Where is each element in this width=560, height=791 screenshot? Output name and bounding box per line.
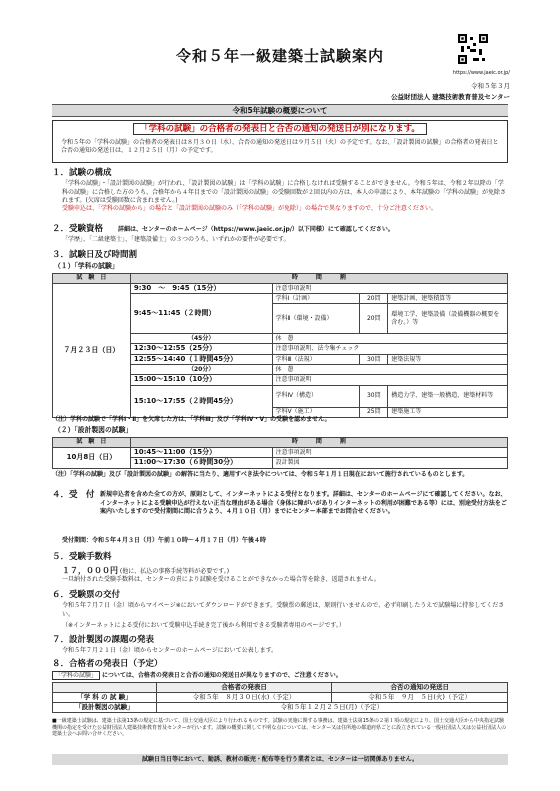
section-1-warning: 受験申込は、「学科の試験から」の場合と「設計製図の試験のみ（「学科の試験」が免除）」の場合で異なりますので、十分ご注意ください。	[62, 205, 437, 212]
gakka-timetable: 試 験 日 時 間 割 ７月２３日（日） 9:30 ～ 9:45（15分） 注意事項説明 9:45～11:45（２時間） 学科Ⅰ（計画） 20問 建築計画、建築積算等 学科Ⅱ（環境・設備） 20問 環境工学、建築設備（設備機器の概要を含む。）等 （45分） 休 憩 12:30～12:55（25分） 注意事項説明、法令集チェック 12:55～14:40（１時間45分） 学科Ⅲ（法規） 30問 建築法規等 （20分） 休 憩 15:00～15:10（10分） 注意事項説明 15:10～17:55（２時間45分） 学科Ⅳ（構造） 30問 構造力学、建築一般構造、建築材料等 学科Ⅴ（施工） 25問 建築施工等	[52, 273, 508, 418]
section-1-text: 「学科の試験」・「設計製図の試験」が行われ、「設計製図の試験」は「学科の試験」に合格しなければ受験することができません。令和５年は、令和２年以降の「学科の試験」に合格した方のうち、合格年から４年目までの「設計製図の試験」の受験回数が２回以内の方は、本人の申請により、本年試験の「学科の試験」が免除されます。(欠席は受験回数に含まれません。)	[62, 180, 507, 205]
section-1-title: １．試験の構成	[52, 168, 112, 178]
section-2-title: ２．受験資格	[52, 224, 104, 234]
col-publish: 合格者の発表日	[156, 683, 332, 693]
col-exam-day: 試 験 日	[53, 274, 131, 284]
section-4-title: ４．受 付	[52, 490, 95, 500]
page-title: 令和５年一級建築士試験案内	[175, 47, 384, 65]
qr-code-icon	[458, 34, 488, 64]
overview-heading: 令和5年試験の概要について	[52, 104, 508, 117]
section-5-title: ５．受験手数料	[52, 552, 112, 562]
table-row: 11:00～17:30（６時間30分）	[130, 458, 272, 468]
table-row: 12:30～12:55（25分）	[130, 344, 272, 354]
notice-box	[52, 120, 508, 163]
table-row: 12:55～14:40（１時間45分）	[130, 354, 272, 364]
section-8-title: ８．合格者の発表日（予定）	[52, 659, 163, 669]
section-3-title: ３．試験日及び時間割	[52, 250, 138, 260]
fee-note: (他に、払込の事務手続等料が必要です。)	[119, 568, 230, 575]
section-8-text: については、合格者の発表日と合否の通知の発送日が異なりますので、ご注意ください。	[101, 672, 342, 679]
section-7-text: 令和５年７月２１日（金）頃からセンターのホームページにおいて公表します。	[62, 647, 278, 654]
note-2: （注）「学科の試験」及び「設計製図の試験」の解答に当たり、適用すべき法令については、令和５年１月１日現在において施行されているものとします。	[52, 471, 469, 478]
notice-heading: 「学科の試験」の合格者の発表日と合否の通知の発送日が別になります。	[133, 123, 427, 135]
section-2-text: 詳細は、センターのホームページ（https://www.jaeic.or.jp/）以下同様）にて確認してください。	[118, 226, 394, 233]
table-row: 15:10～17:55（２時間45分）	[130, 385, 272, 417]
table-row: （45分）	[130, 334, 272, 344]
organization-name: 公益財団法人 建築技術教育普及センター	[390, 93, 510, 101]
section-6-title: ６．受験票の交付	[52, 590, 121, 600]
section-5-text: 一旦納付された受験手数料は、センターの責により試験を受けることができなかった場合等を除き、返還されません。	[62, 576, 380, 583]
notice-text: 令和５年の「学科の試験」の合格者の発表日は８月３０日（水）、合否の通知の発送日は９月５日（火）の予定です。なお、「設計製図の試験」の合格者の発表日と合否の通知の発送日は、１２月２５日（月）の予定です。	[61, 139, 499, 155]
section-7-title: ７．設計製図の課題の発表	[52, 635, 155, 645]
subheading-drawing: （２）「設計製図の試験」	[54, 426, 133, 434]
section-4-period: 受付期間：令和５年４月３日（月）午前１０時～４月１７日（月）午後４時	[62, 537, 267, 544]
results-table: 合格者の発表日 合否の通知の発送日 「学 科 の 試 験」 令和５年 ８月３０日(水)（予定） 令和５年 ９月 ５日(火)（予定） 「設計製図の試験」 令和５年１２月２５日(月)（予定）	[52, 682, 508, 713]
table-row: 10:45～11:00（15分）	[130, 448, 272, 458]
table-row: 「設計製図の試験」	[53, 703, 157, 713]
section-8-label: 「学科の試験」	[52, 671, 100, 680]
subheading-gakka: （１）「学科の試験」	[54, 262, 119, 270]
exam-day-cell: ７月２３日（日）	[53, 284, 131, 418]
table-row: （20分）	[130, 365, 272, 375]
table-row: 9:30 ～ 9:45（15分）	[130, 284, 272, 294]
col-timetable: 時 間 割	[130, 274, 507, 284]
section-6-text: 令和５年７月７日（金）頃からマイページ※においてダウンロードができます。受験票の郵送は、原則行いませんので、必ず印刷したうえで試験場に持参してください。	[62, 602, 505, 618]
table-row: 15:00～15:10（10分）	[130, 375, 272, 385]
table-row: 9:45～11:45（２時間）	[130, 294, 272, 334]
col-notify: 合否の通知の発送日	[332, 683, 508, 693]
table-row: 「学 科 の 試 験」	[53, 693, 157, 703]
section-6-note: （※インターネットによる受付において受験申込手続き完了後から利用できる受験者専用のページです。）	[62, 622, 345, 629]
fee-amount: １７，０００円	[62, 566, 118, 575]
footnote: ■一級建築士試験は、建築士法第13条の規定に基づいて、国土交通大臣により行われるものです。試験の実施に関する事務は、建築士法第15条の２第１項の規定により、国土交通大臣から中央指定試験機関の指定を受けた公益財団法人建築技術教育普及センターが行います。試験の概要に関して不明な点については、センター又は住所地の都道府県ごとに設立されている一般社団法人又は公益社団法人の建築士会へお問い合せください。	[52, 718, 507, 737]
website-url: https://www.jaeic.or.jp/	[452, 70, 510, 76]
section-4-text: 新規申込者を含めた全ての方が、原則として、インターネットによる受付となります。詳細は、センターのホームページにて確認してください。なお、インターネットによる受験申込が行えない正当な理由がある場合（身体に障がいがありインターネットの利用が困難である等）には、別途受付方法をご案内いたしますので受付期間に間に合うよう、４月１０日（月）までにセンター本部までお問合せください。	[100, 491, 507, 516]
issue-date: 令和５年３月	[471, 82, 510, 90]
drawing-timetable: 試 験 日 時 間 割 10月8日（日） 10:45～11:00（15分） 注意事項説明 11:00～17:30（６時間30分） 設計製図	[52, 437, 508, 469]
note-1: （注）学科の試験で「学科Ⅰ・Ⅱ」を欠席した方は、「学科Ⅲ」及び「学科Ⅳ・Ⅴ」の受験を認めません。	[52, 416, 331, 423]
disclaimer-bar: 試験日当日等において、勧誘、教材の販売・配布等を行う業者とは、センターは一切関係ありません。	[52, 754, 508, 765]
drawing-day-cell: 10月8日（日）	[53, 448, 131, 469]
section-2-text2: 「学歴」、「二級建築士」、「建築設備士」の３つのうち、いずれかの要件が必要です。	[62, 236, 290, 243]
